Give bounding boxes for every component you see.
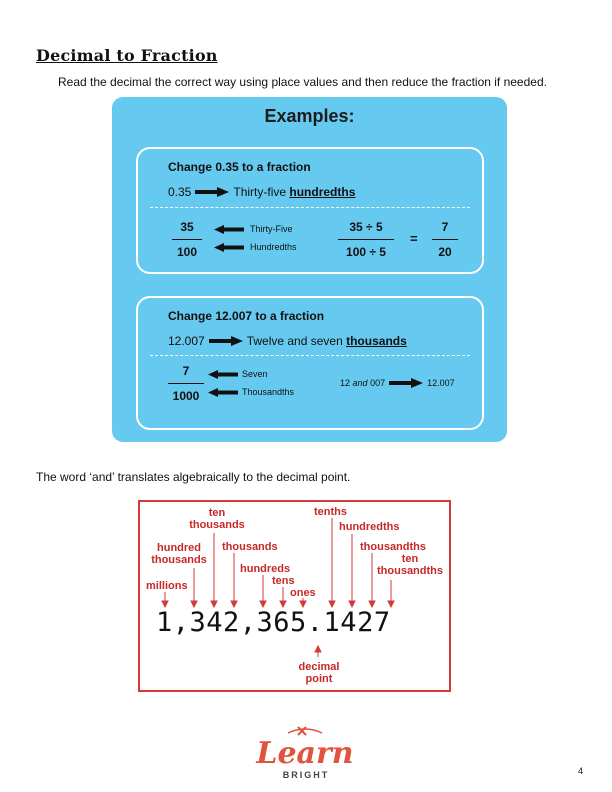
example-1-place: hundredths [289,185,356,199]
example-2-denominator: 1000 [172,389,200,403]
example-1-decimal: 0.35 [168,185,192,199]
label-hundred-thousands-line1: hundred [157,542,201,554]
example-1-label-top: Thirty-Five [250,224,293,234]
example-1-heading: Change 0.35 to a fraction [168,160,311,174]
label-hundred-thousands [147,542,211,566]
example-2-numerator: 7 [182,364,190,378]
label-decimal-point [292,661,346,685]
example-2-label-bottom: Thousandths [242,387,295,397]
example-2-and-left: 12 [340,378,351,388]
example-1-label-bottom: Hundredths [250,242,297,252]
label-decimal-point-line2: point [305,673,333,685]
logo-word: Learn [256,736,354,771]
label-ones: ones [290,587,316,599]
example-2-place: thousands [346,334,407,348]
label-ten-thousandths [372,553,448,577]
and-note: The word ‘and’ translates algebraically to the decimal point. [36,470,351,484]
example-1-denominator: 100 [176,245,198,259]
examples-title: Examples: [264,106,355,126]
label-thousands: thousands [222,541,278,553]
label-hundred-thousands-line2: thousands [151,554,207,566]
example-1-numerator: 35 [180,220,194,234]
example-1-reduce-numerator: 35 ÷ 5 [349,220,383,234]
label-millions: millions [146,580,188,592]
example-2-and-word: and [352,378,368,388]
example-2-and-result: 12.007 [427,378,455,388]
place-value-number: 1,342,365.1427 [156,607,391,638]
label-ten-thousands [185,507,249,531]
example-2-heading: Change 12.007 to a fraction [168,309,325,323]
learn-bright-logo [250,723,360,783]
example-1-result-numerator: 7 [441,220,449,234]
example-2-decimal: 12.007 [168,334,205,348]
label-thousandths: thousandths [360,541,426,553]
label-ten-thousands-line1: ten [208,507,226,519]
logo-pencil-icon [250,723,360,783]
page-number: 4 [578,766,584,776]
intro-text: Read the decimal the correct way using place values and then reduce the fraction if needed. [58,75,547,89]
logo-sub: BRIGHT [282,770,330,780]
label-hundredths: hundredths [339,521,400,533]
example-1-words: Thirty-five [233,185,287,199]
page-title: Decimal to Fraction [36,46,218,65]
example-2-label-top: Seven [242,369,268,379]
label-hundreds: hundreds [240,563,291,575]
label-tenths: tenths [314,506,347,518]
label-decimal-point-line1: decimal [298,661,340,673]
example-1-reduce-denominator: 100 ÷ 5 [346,245,386,259]
example-2-and-right: 007 [370,378,386,388]
label-ten-thousandths-line2: thousandths [377,565,443,577]
example-2-words: Twelve and seven [246,334,343,348]
example-1-result-denominator: 20 [438,245,452,259]
equals-sign: = [410,231,418,246]
label-ten-thousandths-line1: ten [401,553,419,565]
label-tens: tens [272,575,295,587]
label-ten-thousands-line2: thousands [189,519,245,531]
